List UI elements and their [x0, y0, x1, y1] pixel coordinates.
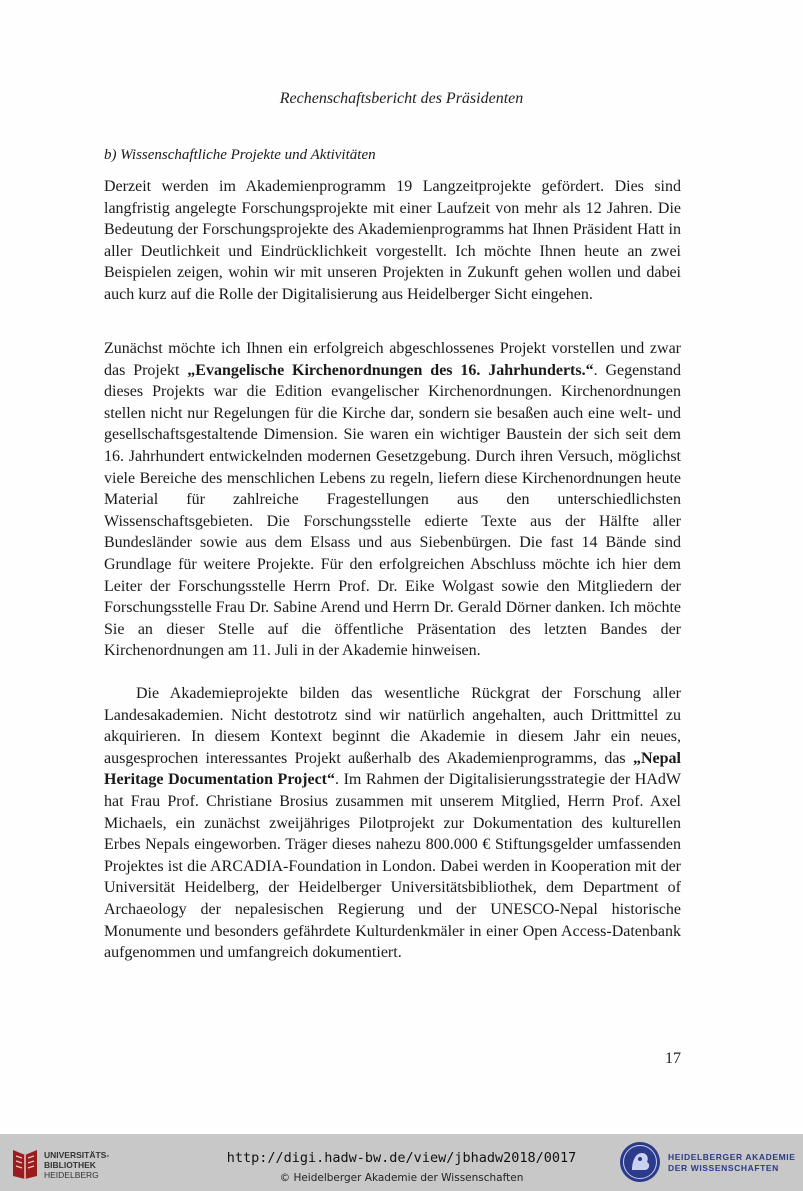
section-heading: b) Wissenschaftliche Projekte und Aktivitäten: [104, 147, 376, 163]
viewer-footer: [0, 1134, 803, 1191]
hadw-logo-line1: HEIDELBERGER AKADEMIE: [668, 1152, 796, 1162]
paragraph-3: [104, 683, 681, 964]
paragraph-2: [104, 338, 681, 662]
paragraph-2-text-start: Zunächst möchte ich Ihnen ein erfolgreich abgeschlossenes Projekt vorstellen und zwar das Projekt: [104, 340, 681, 379]
paragraph-1-text: Derzeit werden im Akademienprogramm 19 Langzeitprojekte gefördert. Dies sind langfristig angelegte Forschungsprojekte mit einer Laufzeit von mehr als 12 Jahren. Die Bedeutung der Forschungsprojekte des Akademienprogramms hat Ihnen Präsident Hatt in aller Deutlichkeit und Eindrücklichkeit vorgestellt. Ich möchte Ihnen heute an zwei Beispielen zeigen, wohin wir mit unseren Projekten in Zukunft gehen wollen und dabei auch kurz auf die Rolle der Digitalisierung aus Heidelberger Sicht eingehen.: [104, 178, 681, 303]
copyright-notice: © Heidelberger Akademie der Wissenschaften: [279, 1172, 524, 1184]
permalink-url[interactable]: http://digi.hadw-bw.de/view/jbhadw2018/0017: [226, 1150, 577, 1166]
ub-logo-line3: HEIDELBERG: [44, 1170, 99, 1180]
ub-logo-line2: BIBLIOTHEK: [44, 1160, 96, 1170]
hadw-logo[interactable]: [618, 1140, 803, 1184]
paragraph-3-text-end: . Im Rahmen der Digitalisierungsstrategie der HAdW hat Frau Prof. Christiane Brosius zusammen mit unserem Mitglied, Herrn Prof. Axel Michaels, ein zunächst zweijähriges Pilotprojekt zur Dokumentation des kulturellen Erbes Nepals eingeworben. Träger dieses nahezu 800.000 € Stiftungsgelder umfassenden Projektes ist die ARCADIA-Foundation in London. Dabei werden in Kooperation mit der Universität Heidelberg, der Heidelberger Universitätsbibliothek, dem Department of Archaeology der nepalesischen Regierung und der UNESCO-Nepal historische Monumente und besonders gefährdete Kulturdenkmäler in einer Open Access-Datenbank aufgenommen und umfangreich dokumentiert.: [104, 771, 681, 962]
hadw-seal-icon: [618, 1140, 662, 1184]
paragraph-2-text-end: . Gegenstand dieses Projekts war die Edition evangelischer Kirchenordnungen. Kirchenordnungen stellen nicht nur Regelungen für die Kirche dar, sondern sie besaßen auch eine welt- und gesellschaftsgestaltende Dimension. Sie waren ein wichtiger Baustein der sich seit dem 16. Jahrhundert entwickelnden modernen Gesetzgebung. Durch ihren Versuch, möglichst viele Bereiche des menschlichen Lebens zu regeln, liefern diese Kirchenordnungen heute Material für zahlreiche Fragestellungen aus den unterschiedlichsten Wissenschaftsgebieten. Die Forschungsstelle edierte Texte aus der Hälfte aller Bundesländer sowie aus dem Elsass und aus Siebenbürgen. Die fast 14 Bände sind Grundlage für weitere Projekte. Für den erfolgreichen Abschluss möchte ich hier dem Leiter der Forschungsstelle Herrn Prof. Dr. Eike Wolgast sowie den Mitgliedern der Forschungsstelle Frau Dr. Sabine Arend und Herrn Dr. Gerald Dörner danken. Ich möchte Sie an dieser Stelle auf die öffentliche Präsentation des letzten Bandes der Kirchenordnungen am 11. Juli in der Akademie hinweisen.: [104, 361, 682, 660]
running-head: Rechenschaftsbericht des Präsidenten: [279, 90, 524, 107]
page-number: 17: [665, 1050, 681, 1067]
project-title-nepal: „Nepal Heritage Documentation Project“: [104, 749, 681, 789]
ub-logo-line1: UNIVERSITÄTS-: [44, 1150, 110, 1160]
hadw-logo-line2: DER WISSENSCHAFTEN: [668, 1163, 779, 1173]
paragraph-1: [104, 176, 681, 306]
hadw-logo-text: [668, 1152, 796, 1174]
project-title-kirchenordnungen: „Evangelische Kirchenordnungen des 16. Jahrhunderts.“: [187, 361, 594, 379]
paragraph-3-text-start: Die Akademieprojekte bilden das wesentliche Rückgrat der Forschung aller Landesakademien. Nicht destotrotz sind wir natürlich angehalten, auch Drittmittel zu akquirieren. In diesem Kontext beginnt die Akademie in diesem Jahr ein neues, ausgesprochen interessantes Projekt außerhalb des Akademienprogramms, das: [104, 685, 681, 767]
